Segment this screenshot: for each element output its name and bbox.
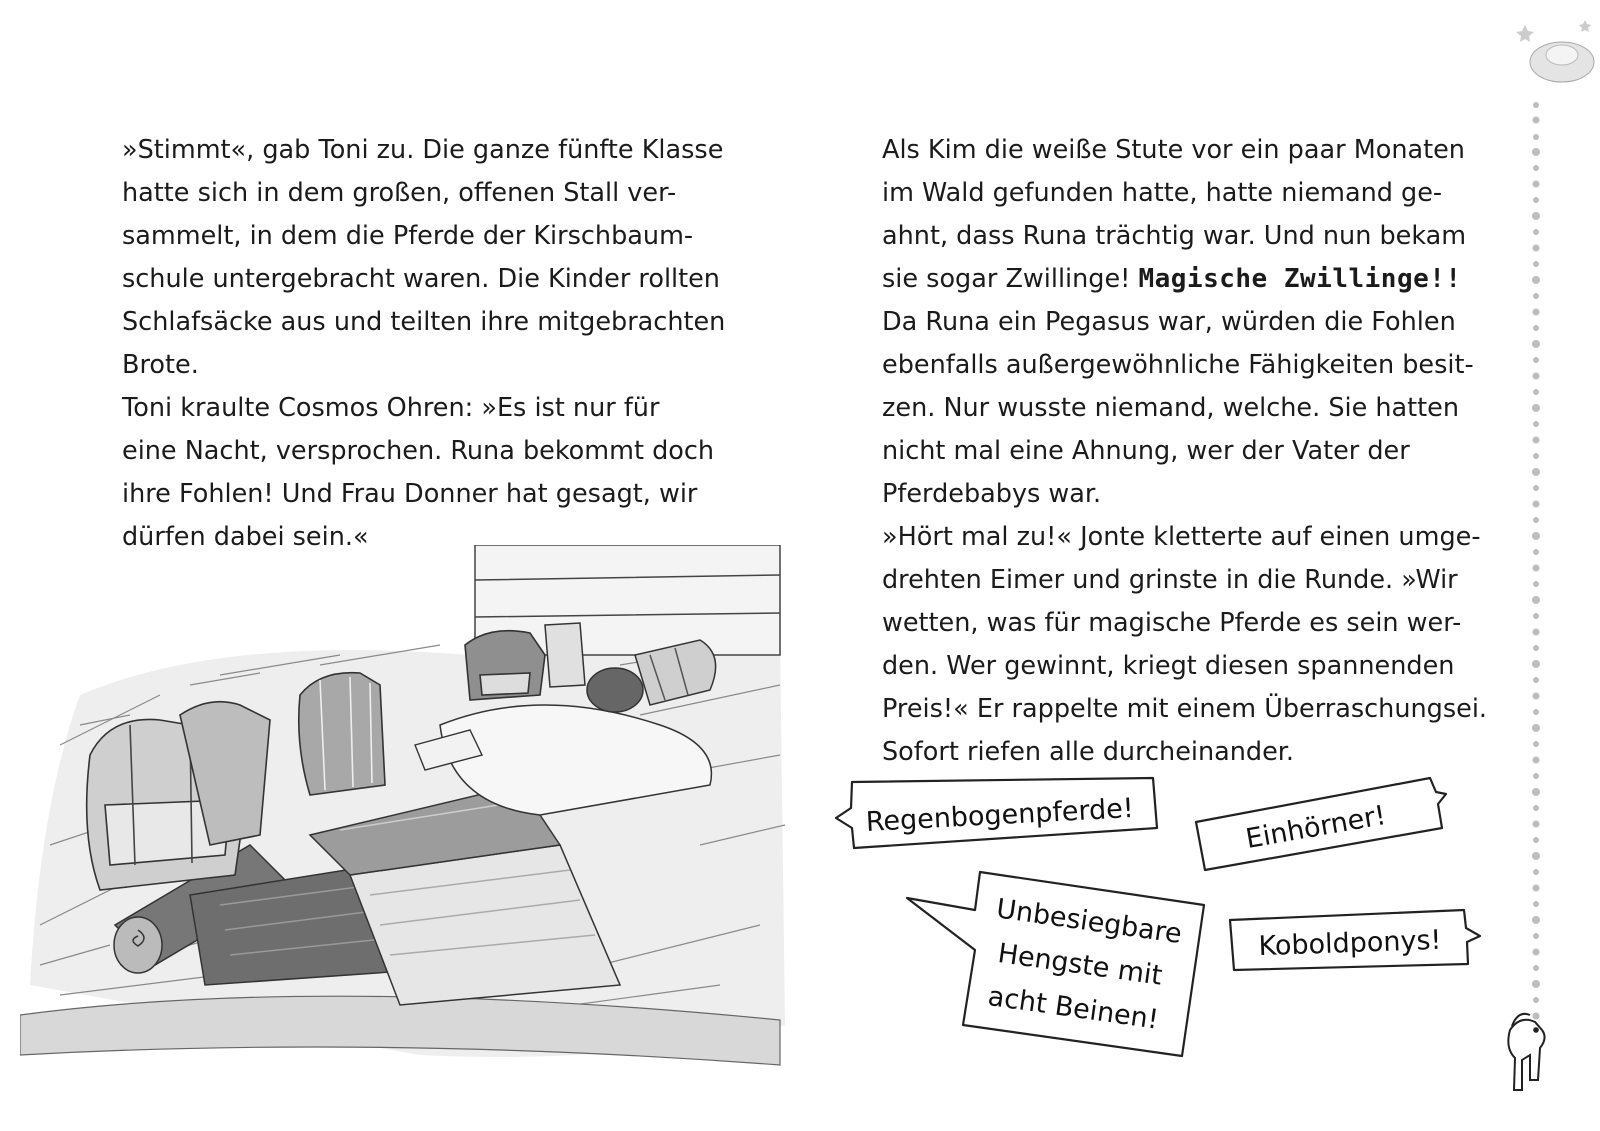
text-line: ebenfalls außergewöhnliche Fähigkeiten besit- — [882, 350, 1474, 380]
bubble-text: Unbesiegbare — [994, 893, 1184, 951]
text-line: sammelt, in dem die Pferde der Kirschbaum- — [122, 221, 694, 251]
text-line: im Wald gefunden hatte, hatte niemand ge- — [882, 178, 1443, 208]
text-line: dürfen dabei sein.« — [122, 522, 369, 552]
dotted-chain — [1532, 102, 1540, 1020]
text-line: Schlafsäcke aus und teilten ihre mitgebrachten — [122, 307, 726, 337]
text-line: Toni kraulte Cosmos Ohren: »Es ist nur für — [122, 393, 660, 423]
text-line: ahnt, dass Runa trächtig war. Und nun bekam — [882, 221, 1467, 251]
text-line: Als Kim die weiße Stute vor ein paar Monaten — [882, 135, 1465, 165]
text-line: »Stimmt«, gab Toni zu. Die ganze fünfte Klasse — [122, 135, 724, 165]
moon-cloud-icon — [1516, 20, 1594, 82]
text-line-highlight — [882, 258, 1487, 301]
text-line: ihre Fohlen! Und Frau Donner hat gesagt, wir — [122, 479, 698, 509]
text-line: »Hört mal zu!« Jonte kletterte auf einen umge- — [882, 522, 1481, 552]
bubble-einhoerner — [1196, 778, 1446, 870]
bubble-text: acht Beinen! — [985, 981, 1161, 1036]
text-line: den. Wer gewinnt, kriegt diesen spannenden — [882, 651, 1455, 681]
bubble-unbesiegbare — [907, 872, 1204, 1056]
margin-decoration — [1500, 0, 1600, 1131]
magic-twins-highlight: Magische Zwillinge!! — [1138, 264, 1462, 294]
left-page-text — [122, 129, 725, 559]
text-line: Pferdebabys war. — [882, 479, 1102, 509]
bubble-text: Regenbogenpferde! — [865, 793, 1135, 838]
text-line: zen. Nur wusste niemand, welche. Sie hatten — [882, 393, 1460, 423]
text-line: eine Nacht, versprochen. Runa bekommt doch — [122, 436, 715, 466]
text-line: wetten, was für magische Pferde es sein wer- — [882, 608, 1462, 638]
highlight-prefix: sie sogar Zwillinge! — [882, 264, 1139, 294]
bubble-regenbogenpferde — [836, 778, 1157, 848]
bubble-text: Koboldponys! — [1258, 924, 1442, 963]
backpack-middle — [299, 673, 385, 795]
text-line: schule untergebracht waren. Die Kinder rollten — [122, 264, 720, 294]
text-line: nicht mal eine Ahnung, wer der Vater der — [882, 436, 1410, 466]
speech-bubbles — [800, 770, 1520, 1100]
text-line: Da Runa ein Pegasus war, würden die Fohlen — [882, 307, 1456, 337]
stable-illustration — [20, 545, 800, 1105]
small-bag — [545, 623, 585, 687]
pony-icon — [1508, 1014, 1544, 1090]
bubble-koboldponys — [1230, 910, 1480, 970]
bubble-text: Hengste mit — [995, 937, 1165, 992]
text-line: Brote. — [122, 350, 199, 380]
text-line: hatte sich in dem großen, offenen Stall ver- — [122, 178, 677, 208]
right-page-text — [882, 129, 1487, 774]
backpack-back — [465, 631, 545, 700]
bubble-text: Einhörner! — [1243, 799, 1389, 856]
text-line: Preis!« Er rappelte mit einem Überraschungsei. — [882, 694, 1488, 724]
text-line: Sofort riefen alle durcheinander. — [882, 737, 1295, 767]
text-line: drehten Eimer und grinste in die Runde. »Wir — [882, 565, 1458, 595]
